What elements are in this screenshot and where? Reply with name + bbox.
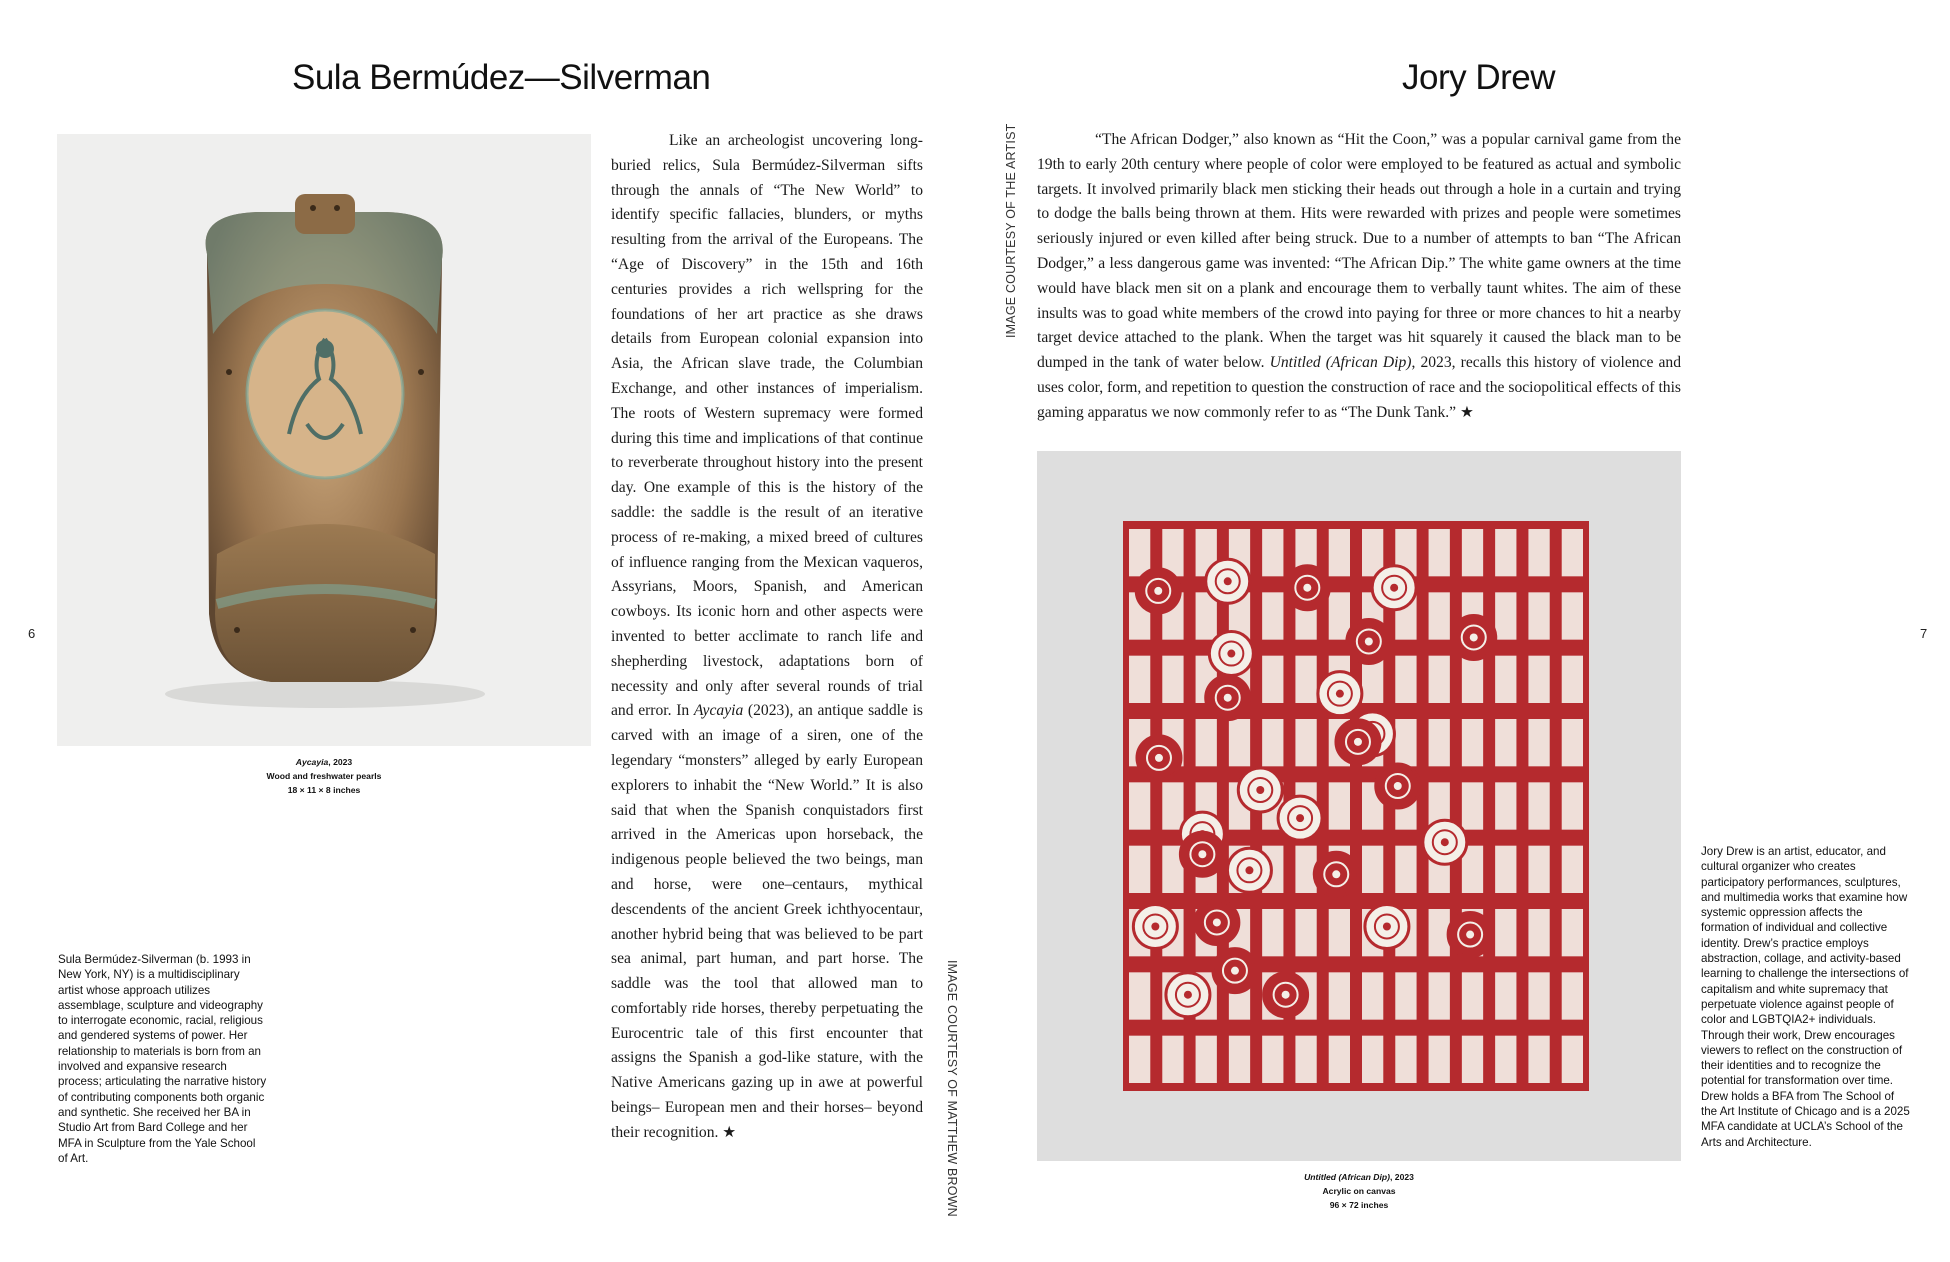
- essay-paragraph: [1037, 128, 1681, 426]
- painting-cell: [1262, 529, 1283, 576]
- essay-text-part-1: “The African Dodger,” also known as “Hit the Coon,” was a popular carnival game from the 19th to early 20th century where people of color were employed to be featured as actual and symbolic targets. It involved primarily black men sticking their heads out through a hole in a curtain and trying to dodge the balls being thrown at them. Hits were rewarded with prizes and people were sometimes seriously injured or even killed after being struck. Due to a number of attempts to ban “The African Dodger,” a less dangerous game was invented: “The African Dip.” The white game owners at the time would have black men sit on a plank and encourage them to verbally taunt whites. The aim of these insults was to goad white members of the crowd into paying for three or more chances to hit a nearby target device attached to the plank. When the target was hit squarely it caused the black man to be dumped in the tank of water below.: [1037, 131, 1681, 372]
- painting-cell: [1395, 1036, 1416, 1083]
- essay-paragraph: [611, 129, 923, 1146]
- painting-cell: [1395, 656, 1416, 703]
- painting-cell: [1495, 1036, 1516, 1083]
- painting-cell: [1495, 719, 1516, 766]
- painting-cell: [1429, 529, 1450, 576]
- caption-medium: Wood and freshwater pearls: [266, 771, 382, 781]
- painting-cell: [1462, 529, 1483, 576]
- painting-target-center: [1154, 587, 1162, 595]
- painting-cell: [1495, 846, 1516, 893]
- painting-cell: [1562, 529, 1583, 576]
- painting-target-center: [1466, 931, 1474, 939]
- painting-cell: [1495, 529, 1516, 576]
- painting-target-center: [1336, 690, 1344, 698]
- painting-cell: [1528, 846, 1549, 893]
- painting-illustration: [1037, 451, 1681, 1161]
- painting-target-center: [1151, 922, 1159, 930]
- painting-target-center: [1224, 577, 1232, 585]
- painting-cell: [1528, 1036, 1549, 1083]
- caption-year: , 2023: [328, 757, 353, 767]
- artwork-image-african-dip: [1037, 451, 1681, 1161]
- painting-cell: [1162, 782, 1183, 829]
- painting-cell: [1562, 1036, 1583, 1083]
- painting-target-center: [1394, 782, 1402, 790]
- painting-cell: [1562, 909, 1583, 956]
- painting-cell: [1495, 972, 1516, 1019]
- artwork-caption-right: [1259, 1170, 1459, 1212]
- painting-cell: [1329, 972, 1350, 1019]
- page-number-right: 7: [1920, 626, 1928, 641]
- painting-cell: [1362, 972, 1383, 1019]
- painting-cell: [1262, 909, 1283, 956]
- painting-cell: [1562, 972, 1583, 1019]
- painting-cell: [1362, 846, 1383, 893]
- painting-cell: [1129, 972, 1150, 1019]
- painting-cell: [1162, 656, 1183, 703]
- painting-cell: [1129, 846, 1150, 893]
- painting-cell: [1429, 1036, 1450, 1083]
- painting-cell: [1462, 1036, 1483, 1083]
- painting-cell: [1429, 592, 1450, 639]
- essay-text-part-1: Like an archeologist uncovering long-buried relics, Sula Bermúdez-Silverman sifts through the annals of “The New World” to identify specific fallacies, blunders, or myths resulting from the arrival of the Europeans. The “Age of Discovery” in the 15th and 16th centuries provides a rich wellspring for the foundations of her art practice as she draws details from European colonial expansion into Asia, the African slave trade, the Columbian Exchange, and other instances of imperialism. The roots of Western supremacy were formed during this time and implications of that continue to reverberate throughout history into the present day. One example of this is the history of the saddle: the saddle is the result of an iterative process of re-making, a mixed breed of cultures of influence ranging from the Mexican vaqueros, Assyrians, Moors, Spanish, and American cowboys. Its iconic horn and other aspects were invented to better acclimate to ranch life and shepherding livestock, adaptations born of necessity and only after several rounds of trial and error. In: [611, 132, 923, 720]
- painting-cell: [1262, 656, 1283, 703]
- caption-title: Aycayia: [295, 757, 329, 767]
- painting-cell: [1562, 656, 1583, 703]
- painting-cell: [1528, 656, 1549, 703]
- painting-target-center: [1256, 786, 1264, 794]
- painting-cell: [1429, 909, 1450, 956]
- painting-cell: [1262, 592, 1283, 639]
- painting-target-center: [1365, 637, 1373, 645]
- caption-dimensions: 96 × 72 inches: [1329, 1200, 1389, 1210]
- painting-cell: [1395, 719, 1416, 766]
- artist-bio-right: Jory Drew is an artist, educator, and cultural organizer who creates participatory performances, sculptures, and multimedia works that examine how systemic oppression affects the formation of individual and collective identity. Drew’s practice employs abstraction, collage, and activity-based learning to challenge the intersections of capitalism and white supremacy that perpetuate violence against people of color and LGBTQIA2+ individuals. Through their work, Drew encourages viewers to reflect on the construction of their identities and to recognize the potential for transformation over time. Drew holds a BFA from The School of the Art Institute of Chicago and is a 2025 MFA candidate at UCLA’s School of the Arts and Architecture.: [1701, 845, 1910, 1149]
- artwork-image-saddle: [57, 134, 591, 746]
- painting-cell: [1362, 1036, 1383, 1083]
- painting-cell: [1462, 719, 1483, 766]
- painting-cell: [1495, 592, 1516, 639]
- caption-title-line: [1259, 1170, 1459, 1184]
- painting-cell: [1562, 719, 1583, 766]
- page-title-right: Jory Drew: [1402, 58, 1556, 97]
- painting-cell: [1329, 529, 1350, 576]
- painting-target-center: [1332, 870, 1340, 878]
- painting-cell: [1329, 592, 1350, 639]
- painting-cell: [1129, 782, 1150, 829]
- painting-cell: [1495, 782, 1516, 829]
- painting-target-center: [1303, 584, 1311, 592]
- painting-cell: [1129, 656, 1150, 703]
- painting-target-center: [1231, 967, 1239, 975]
- painting-cell: [1462, 782, 1483, 829]
- painting-cell: [1395, 972, 1416, 1019]
- painting-cell: [1528, 719, 1549, 766]
- painting-target-center: [1224, 694, 1232, 702]
- essay-artwork-title: Untitled (African Dip): [1269, 354, 1412, 372]
- painting-cell: [1295, 719, 1316, 766]
- essay-body-right: [1037, 128, 1681, 426]
- painting-cell: [1295, 1036, 1316, 1083]
- painting-cell: [1528, 972, 1549, 1019]
- painting-cell: [1495, 656, 1516, 703]
- image-credit-left: IMAGE COURTESY OF MATTHEW BROWN: [945, 960, 959, 1217]
- painting-cell: [1528, 782, 1549, 829]
- saddle-illustration: [57, 134, 591, 746]
- painting-cell: [1262, 1036, 1283, 1083]
- caption-dimensions: 18 × 11 × 8 inches: [287, 785, 361, 795]
- painting-target-center: [1227, 650, 1235, 658]
- essay-text-part-2: (2023), an antique saddle is carved with an image of a siren, one of the legendary “monsters” alleged by early European explorers to inhabit the “New World.” It is also said that when the Spanish conquistadors first arrived in the Americas upon horseback, the indigenous people believed the two beings, man and horse, were one–centaurs, mythical descendents of the ancient Greek ichthyocentaur, another hybrid being that was believed to be part sea animal, part human, and part horse. The saddle was the tool that allowed man to comfortably ride horses, thereby perpetuating the Eurocentric tale of this first encounter that assigns the Spanish a god-like stature, with the Native Americans gazing up in awe at powerful beings– European men and their horses– beyond their recognition. ★: [611, 702, 923, 1141]
- painting-cell: [1196, 1036, 1217, 1083]
- page-number-left: 6: [28, 626, 36, 641]
- artwork-caption-left: [224, 755, 424, 797]
- painting-cell: [1562, 592, 1583, 639]
- essay-artwork-title: Aycayia: [693, 702, 744, 720]
- painting-cell: [1562, 782, 1583, 829]
- painting-cell: [1129, 529, 1150, 576]
- painting-cell: [1429, 972, 1450, 1019]
- painting-target-center: [1296, 814, 1304, 822]
- painting-cell: [1528, 592, 1549, 639]
- painting-target-center: [1282, 991, 1290, 999]
- painting-cell: [1462, 656, 1483, 703]
- image-credit-right: IMAGE COURTESY OF THE ARTIST: [1004, 123, 1018, 338]
- painting-cell: [1462, 972, 1483, 1019]
- caption-title: Untitled (African Dip): [1304, 1172, 1391, 1182]
- painting-cell: [1329, 782, 1350, 829]
- painting-cell: [1562, 846, 1583, 893]
- painting-target-center: [1155, 754, 1163, 762]
- painting-target-center: [1245, 866, 1253, 874]
- painting-cell: [1162, 1036, 1183, 1083]
- painting-cell: [1429, 719, 1450, 766]
- painting-target-center: [1383, 922, 1391, 930]
- essay-text-part-2: , 2023, recalls this history of violence and uses color, form, and repetition to question the construction of race and the sociopolitical effects of this gaming apparatus we now commonly refer to as “The Dunk Tank.” ★: [1037, 354, 1682, 421]
- painting-cell: [1229, 1036, 1250, 1083]
- painting-cell: [1528, 909, 1549, 956]
- painting-target-center: [1470, 633, 1478, 641]
- painting-target-center: [1390, 584, 1398, 592]
- painting-cell: [1229, 719, 1250, 766]
- painting-target-center: [1354, 738, 1362, 746]
- painting-cell: [1495, 909, 1516, 956]
- painting-cell: [1262, 719, 1283, 766]
- painting-cell: [1329, 909, 1350, 956]
- page-title-left: Sula Bermúdez—Silverman: [292, 58, 711, 97]
- painting-target-center: [1198, 850, 1206, 858]
- essay-body-left: [611, 129, 923, 1146]
- painting-cell: [1429, 656, 1450, 703]
- painting-target-center: [1184, 991, 1192, 999]
- painting-cell: [1129, 1036, 1150, 1083]
- caption-year: , 2023: [1390, 1172, 1414, 1182]
- caption-title-line: [224, 755, 424, 769]
- painting-cell: [1196, 719, 1217, 766]
- painting-target-center: [1213, 918, 1221, 926]
- painting-cell: [1528, 529, 1549, 576]
- painting-cell: [1329, 1036, 1350, 1083]
- painting-cell: [1295, 656, 1316, 703]
- painting-cell: [1295, 909, 1316, 956]
- painting-cell: [1395, 846, 1416, 893]
- artist-bio-left: Sula Bermúdez-Silverman (b. 1993 in New York, NY) is a multidisciplinary artist whose approach utilizes assemblage, sculpture and videography to interrogate economic, racial, religious and gendered systems of power. Her relationship to materials is born from an involved and expansive research process; articulating the narrative history of contributing components both organic and synthetic. She received her BA in Studio Art from Bard College and her MFA in Sculpture from the Yale School of Art.: [58, 953, 267, 1165]
- caption-medium: Acrylic on canvas: [1322, 1186, 1396, 1196]
- painting-target-center: [1441, 838, 1449, 846]
